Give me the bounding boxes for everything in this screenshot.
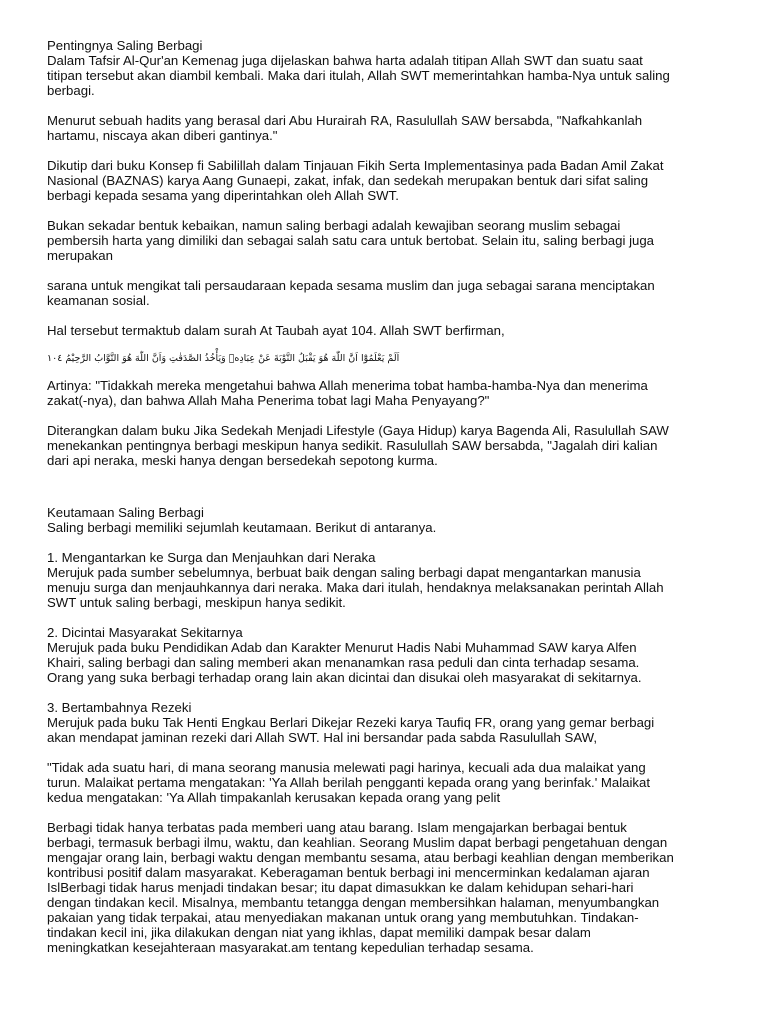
subheading: 2. Dicintai Masyarakat Sekitarnya — [47, 625, 243, 640]
document-page — [47, 38, 737, 955]
subheading: 1. Mengantarkan ke Surga dan Menjauhkan dari Neraka — [47, 550, 376, 565]
subheading: 3. Bertambahnya Rezeki — [47, 700, 192, 715]
paragraph: Merujuk pada buku Tak Henti Engkau Berlari Dikejar Rezeki karya Taufiq FR, orang yang gemar berbagi akan mendapat jaminan rezeki dari Allah SWT. Hal ini bersandar pada sabda Rasulullah SAW, — [47, 715, 655, 745]
paragraph: Hal tersebut termaktub dalam surah At Taubah ayat 104. Allah SWT berfirman, — [47, 323, 505, 338]
paragraph: Artinya: "Tidakkah mereka mengetahui bahwa Allah menerima tobat hamba-hamba-Nya dan menerima zakat(-nya), dan bahwa Allah Maha Penerima tobat lagi Maha Penyayang?" — [47, 378, 648, 408]
paragraph: Dalam Tafsir Al-Qur'an Kemenag juga dijelaskan bahwa harta adalah titipan Allah SWT dan suatu saat titipan tersebut akan diambil kembali. Maka dari itulah, Allah SWT memerintahkan hamba-Nya untuk saling berbagi. — [47, 53, 670, 98]
paragraph: Merujuk pada sumber sebelumnya, berbuat baik dengan saling berbagi dapat mengantarkan manusia menuju surga dan menjauhkannya dari neraka. Maka dari itulah, hendaknya melaksanakan perintah Allah SWT untuk saling berbagi, meskipun hanya sedikit. — [47, 565, 664, 610]
paragraph: sarana untuk mengikat tali persaudaraan kepada sesama muslim dan juga sebagai sarana menciptakan keamanan sosial. — [47, 278, 655, 308]
paragraph: Merujuk pada buku Pendidikan Adab dan Karakter Menurut Hadis Nabi Muhammad SAW karya Alfen Khairi, saling berbagi dan saling memberi akan menanamkan rasa peduli dan cinta terhadap sesama. Orang yang suka berbagi terhadap orang lain akan dicintai dan disukai oleh masyarakat di sekitarnya. — [47, 640, 642, 685]
paragraph: Berbagi tidak hanya terbatas pada memberi uang atau barang. Islam mengajarkan berbagai bentuk berbagi, termasuk berbagi ilmu, waktu, dan keahlian. Seorang Muslim dapat berbagi pengetahuan dengan mengajar orang lain, berbagi waktu dengan membantu sesama, atau berbagi keahlian dengan memberikan kontribusi positif dalam masyarakat. Keberagaman bentuk berbagi ini mencerminkan kedalaman ajaran IslBerbagi tidak harus menjadi tindakan besar; itu dapat dimasukkan ke dalam kehidupan sehari-hari dengan tindakan kecil. Misalnya, membantu tetangga dengan membersihkan halaman, menyumbangkan pakaian yang tidak terpakai, atau menyediakan makanan untuk orang yang membutuhkan. Tindakan- tindakan kecil ini, jika dilakukan dengan niat yang ikhlas, dapat memiliki dampak besar dalam meningkatkan kesejahteraan masyarakat.am tentang kepedulian terhadap sesama. — [47, 820, 674, 955]
section-title: Keutamaan Saling Berbagi — [47, 505, 204, 520]
paragraph: Dikutip dari buku Konsep fi Sabilillah dalam Tinjauan Fikih Serta Implementasinya pada Badan Amil Zakat Nasional (BAZNAS) karya Aang Gunaepi, zakat, infak, dan sedekah merupakan bentuk dari sifat saling berbagi kepada sesama yang diperintahkan oleh Allah SWT. — [47, 158, 664, 203]
paragraph: Menurut sebuah hadits yang berasal dari Abu Hurairah RA, Rasulullah SAW bersabda, "Nafkahkanlah hartamu, niscaya akan diberi gantinya." — [47, 113, 643, 143]
quote-paragraph: "Tidak ada suatu hari, di mana seorang manusia melewati pagi harinya, kecuali ada dua malaikat yang turun. Malaikat pertama mengatakan: 'Ya Allah berilah pengganti kepada orang yang berinfak.' Malaikat kedua mengatakan: 'Ya Allah timpakanlah kerusakan kepada orang yang pelit — [47, 760, 650, 805]
paragraph: Diterangkan dalam buku Jika Sedekah Menjadi Lifestyle (Gaya Hidup) karya Bagenda Ali, Rasulullah SAW menekankan pentingnya berbagi meskipun hanya sedikit. Rasulullah SAW bersabda, "Jagalah diri kalian dari api neraka, meski hanya dengan bersedekah sepotong kurma. — [47, 423, 669, 468]
paragraph: Bukan sekadar bentuk kebaikan, namun saling berbagi adalah kewajiban seorang muslim sebagai pembersih harta yang dimiliki dan sebagai salah satu cara untuk bertobat. Selain itu, saling berbagi juga merupakan — [47, 218, 654, 263]
arabic-verse: اَلَمْ يَعْلَمُوْٓا اَنَّ اللّٰهَ هُوَ يَقْبَلُ التَّوْبَةَ عَنْ عِبَادِهٖ وَيَأْخُذُ الصَّدَقٰتِ وَاَنَّ اللّٰهَ هُوَ التَّوَّابُ الرَّحِيْمُ ١٠٤ — [47, 353, 400, 364]
paragraph: Saling berbagi memiliki sejumlah keutamaan. Berikut di antaranya. — [47, 520, 437, 535]
section-title: Pentingnya Saling Berbagi — [47, 38, 203, 53]
